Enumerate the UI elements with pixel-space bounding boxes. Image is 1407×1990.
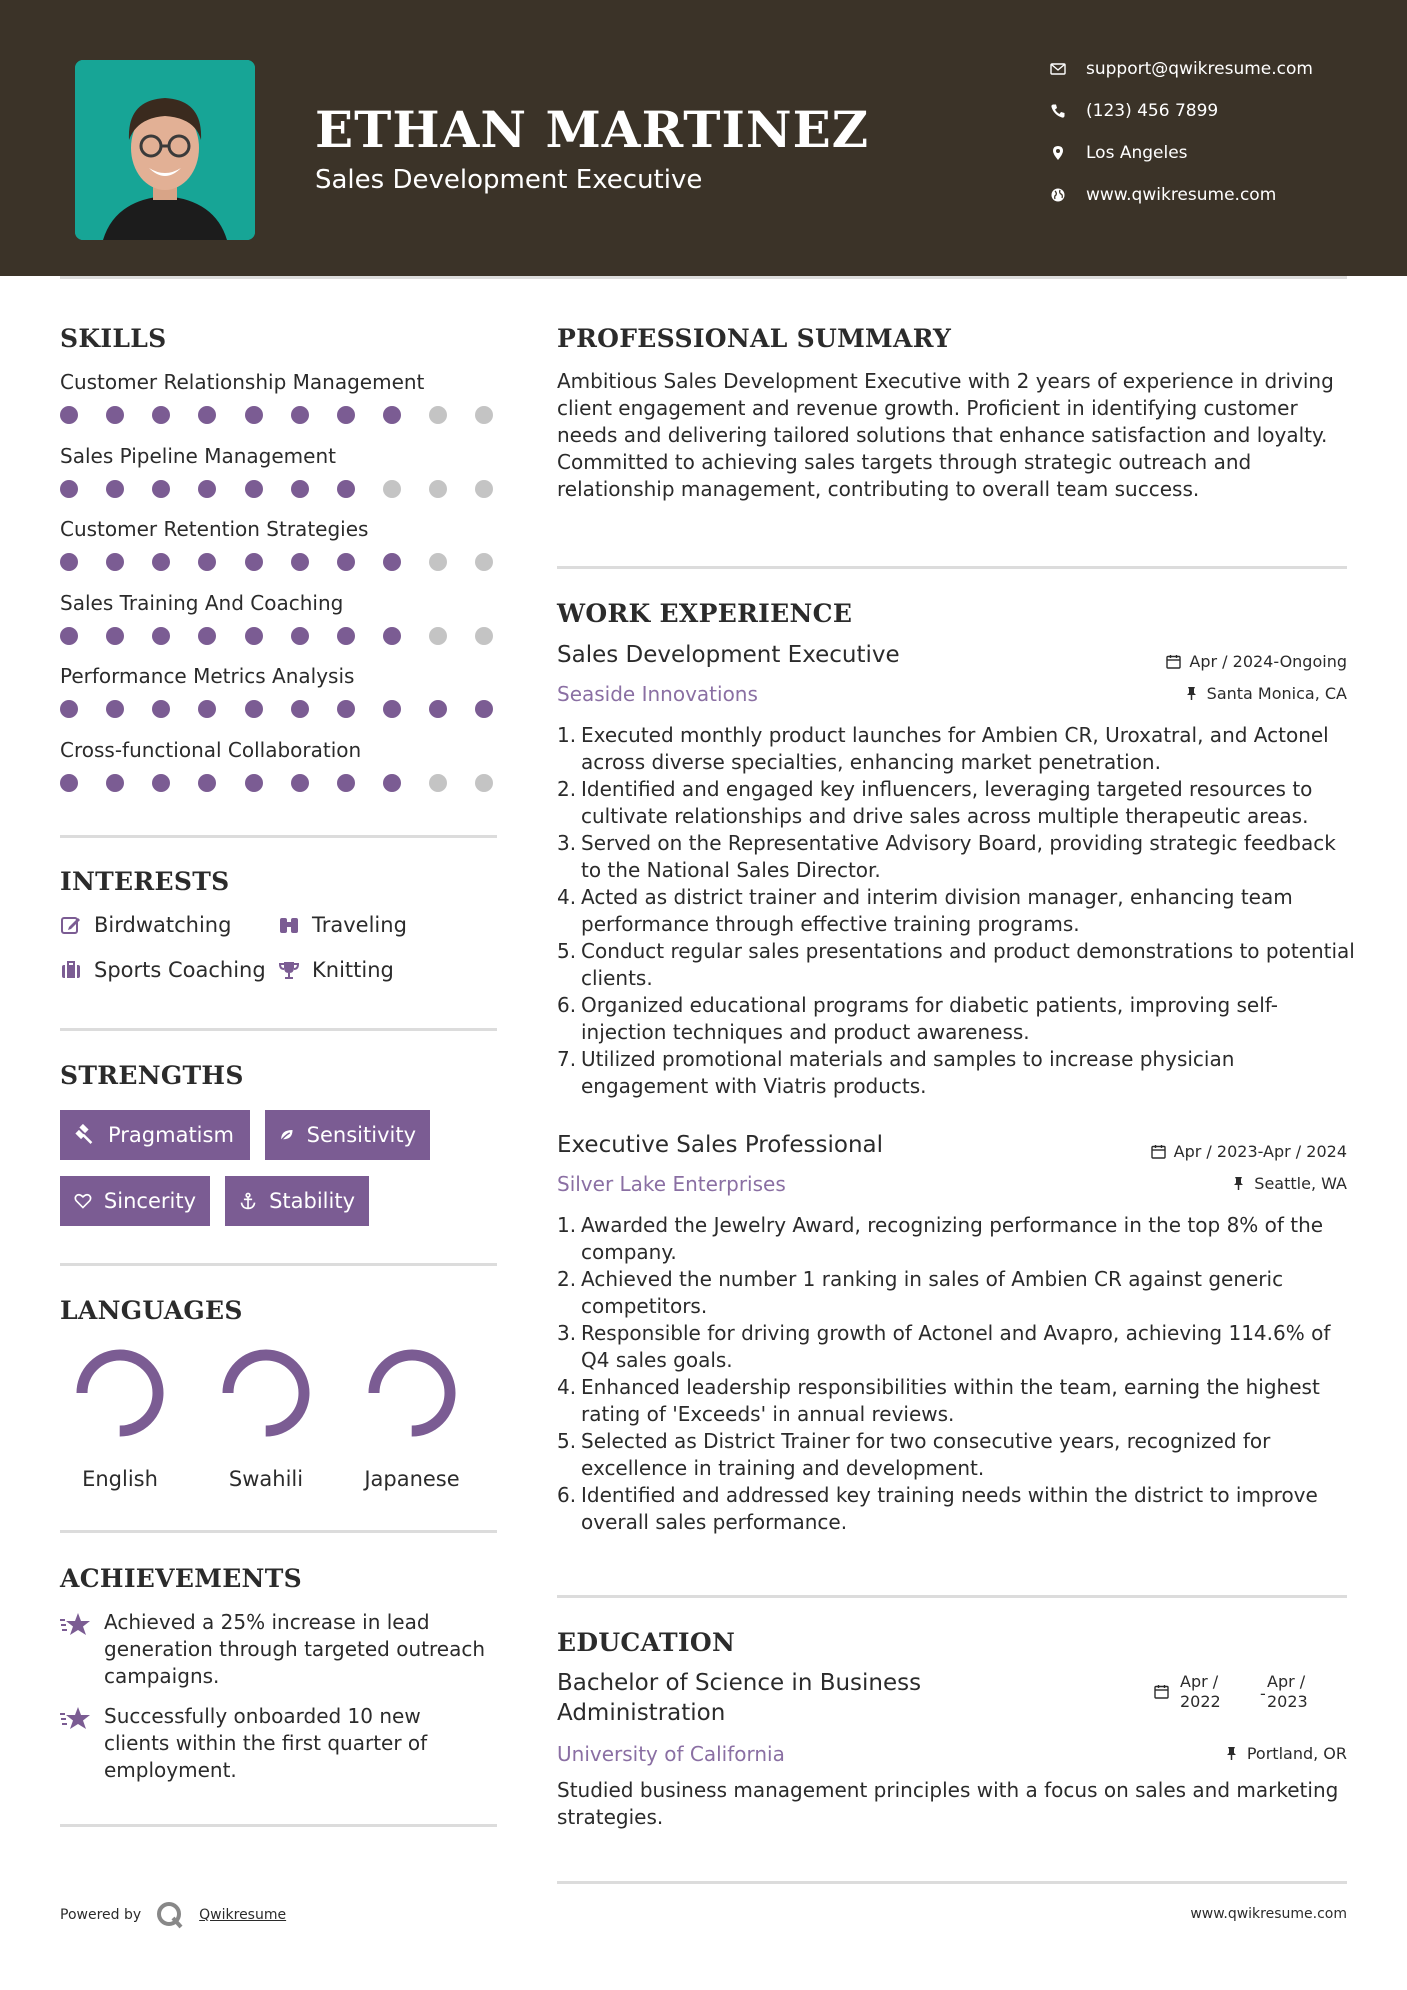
rating-dot-filled [337, 627, 355, 645]
language-name: English [82, 1467, 158, 1491]
rating-dot-filled [383, 700, 401, 718]
bullet-text: Acted as district trainer and interim division manager, enhancing team performance through effective training programs. [581, 885, 1293, 936]
candidate-name: ETHAN MARTINEZ [315, 100, 870, 159]
bullet-number: 7 . [557, 1046, 575, 1100]
job-dates: Apr / 2023-Apr / 2024 [1151, 1142, 1347, 1161]
bullet-number: 3 . [557, 1320, 575, 1374]
job-bullet [557, 1482, 1357, 1536]
skill-name: Customer Retention Strategies [60, 517, 369, 541]
language-item [201, 1343, 331, 1491]
bullet-number: 5 . [557, 938, 575, 992]
rating-dot-empty [429, 406, 447, 424]
rating-dot-filled [106, 480, 124, 498]
language-item [55, 1343, 185, 1491]
experience-heading: WORK EXPERIENCE [557, 599, 853, 628]
envelope-icon [1050, 61, 1086, 77]
bullet-number: 2 . [557, 1266, 575, 1320]
rating-dot-filled [337, 774, 355, 792]
calendar-icon [1166, 654, 1181, 669]
rating-dot-filled [152, 406, 170, 424]
profile-photo [75, 60, 255, 240]
strength-chip: Sensitivity [265, 1110, 430, 1160]
skill-rating [60, 774, 500, 794]
bullet-number: 1 . [557, 722, 575, 776]
star-icon [60, 1705, 92, 1733]
rating-dot-filled [152, 774, 170, 792]
gavel-icon [74, 1124, 96, 1146]
contact-phone[interactable]: (123) 456 7899 [1050, 96, 1370, 126]
rating-dot-filled [106, 553, 124, 571]
trophy-icon [278, 959, 300, 981]
pushpin-icon [1231, 1176, 1246, 1191]
rating-dot-filled [106, 774, 124, 792]
rating-dot-empty [475, 480, 493, 498]
heart-icon [74, 1190, 92, 1212]
bullet-number: 4 . [557, 884, 575, 938]
bullet-text: Awarded the Jewelry Award, recognizing performance in the top 8% of the company. [581, 1213, 1324, 1264]
bullet-text: Selected as District Trainer for two consecutive years, recognized for excellence in training and development. [581, 1429, 1271, 1480]
rating-dot-filled [60, 553, 78, 571]
rating-dot-filled [198, 553, 216, 571]
language-level-arc [228, 1355, 304, 1431]
interest-item: Traveling [278, 910, 407, 940]
skill-name: Sales Pipeline Management [60, 443, 336, 468]
skill-rating [60, 480, 500, 500]
rating-dot-filled [245, 700, 263, 718]
rating-dot-filled [60, 700, 78, 718]
rating-dot-filled [383, 553, 401, 571]
skill-rating [60, 627, 500, 647]
language-name: Japanese [364, 1467, 460, 1491]
bullet-text: Responsible for driving growth of Actonel and Avapro, achieving 114.6% of Q4 sales goals. [581, 1321, 1331, 1372]
strengths-heading: STRENGTHS [60, 1061, 244, 1090]
bullet-text: Enhanced leadership responsibilities within the team, earning the highest rating of 'Exceeds' in annual reviews. [581, 1375, 1320, 1426]
bullet-number: 5 . [557, 1428, 575, 1482]
summary-divider [557, 566, 1347, 569]
job-bullet [557, 938, 1357, 992]
rating-dot-filled [245, 406, 263, 424]
rating-dot-filled [337, 553, 355, 571]
bullet-text: Executed monthly product launches for Ambien CR, Uroxatral, and Actonel across diverse specialties, enhancing market penetration. [581, 723, 1329, 774]
job-bullet [557, 776, 1357, 830]
rating-dot-filled [291, 774, 309, 792]
rating-dot-filled [198, 627, 216, 645]
pushpin-icon [1184, 686, 1199, 701]
skills-heading: SKILLS [60, 324, 167, 353]
bullet-number: 1 . [557, 1212, 575, 1266]
resume-header [0, 0, 1407, 276]
skill-rating [60, 700, 500, 720]
job-bullet [557, 992, 1357, 1046]
star-icon [60, 1611, 92, 1639]
rating-dot-filled [106, 406, 124, 424]
degree-line-1: Bachelor of Science in Business [557, 1670, 922, 1696]
rating-dot-filled [152, 553, 170, 571]
language-level-ring [216, 1343, 316, 1443]
job-bullet [557, 1320, 1357, 1374]
footer-url[interactable]: www.qwikresume.com [1190, 1906, 1347, 1922]
contact-email[interactable]: support@qwikresume.com [1050, 54, 1370, 84]
rating-dot-filled [429, 700, 447, 718]
bullet-number: 6 . [557, 992, 575, 1046]
rating-dot-filled [245, 480, 263, 498]
rating-dot-filled [475, 700, 493, 718]
skill-name: Cross-functional Collaboration [60, 737, 362, 762]
job-title: Executive Sales Professional [557, 1132, 884, 1158]
rating-dot-empty [429, 480, 447, 498]
company-name: Silver Lake Enterprises [557, 1172, 786, 1196]
bullet-text: Organized educational programs for diabetic patients, improving self-injection techniques and product awareness. [581, 993, 1278, 1044]
bullet-text: Identified and engaged key influencers, leveraging targeted resources to cultivate relationships and drive sales across multiple therapeutic areas. [581, 777, 1313, 828]
strength-chip: Sincerity [60, 1176, 210, 1226]
interest-item: Birdwatching [60, 910, 231, 940]
strength-chip: Stability [225, 1176, 369, 1226]
rating-dot-filled [383, 406, 401, 424]
job-bullets [557, 1212, 1357, 1536]
bullet-text: Achieved the number 1 ranking in sales of Ambien CR against generic competitors. [581, 1267, 1284, 1318]
rating-dot-filled [337, 700, 355, 718]
rating-dot-filled [291, 553, 309, 571]
rating-dot-filled [152, 627, 170, 645]
skill-rating [60, 553, 500, 573]
rating-dot-filled [383, 627, 401, 645]
job-bullet [557, 1212, 1357, 1266]
rating-dot-empty [429, 553, 447, 571]
contact-website[interactable]: www.qwikresume.com [1050, 180, 1370, 210]
language-level-ring [70, 1343, 170, 1443]
bullet-number: 6 . [557, 1482, 575, 1536]
binoculars-icon [278, 914, 300, 936]
rating-dot-filled [383, 774, 401, 792]
rating-dot-filled [245, 774, 263, 792]
language-name: Swahili [228, 1467, 304, 1491]
achievement-item: Successfully onboarded 10 new clients within the first quarter of employment. [60, 1703, 490, 1784]
rating-dot-filled [291, 700, 309, 718]
interest-item: Sports Coaching [60, 955, 266, 985]
bullet-number: 2 . [557, 776, 575, 830]
rating-dot-filled [60, 406, 78, 424]
skill-name: Customer Relationship Management [60, 370, 425, 394]
job-bullet [557, 1428, 1357, 1482]
briefcase-icon [60, 959, 82, 981]
rating-dot-filled [337, 480, 355, 498]
rating-dot-empty [475, 774, 493, 792]
education-description: Studied business management principles with a focus on sales and marketing strategies. [557, 1778, 1339, 1829]
rating-dot-filled [291, 480, 309, 498]
rating-dot-empty [475, 553, 493, 571]
rating-dot-empty [429, 627, 447, 645]
school-name: University of California [557, 1742, 785, 1766]
qwikresume-logo-icon [155, 1900, 185, 1930]
bullet-number: 3 . [557, 830, 575, 884]
bullet-text: Utilized promotional materials and samples to increase physician engagement with Viatris products. [581, 1047, 1235, 1098]
bullet-text: Identified and addressed key training needs within the district to improve overall sales performance. [581, 1483, 1318, 1534]
degree-line-2: Administration [557, 1700, 726, 1726]
job-location: Santa Monica, CA [1184, 684, 1347, 703]
job-location: Seattle, WA [1231, 1174, 1347, 1193]
job-bullet [557, 722, 1357, 776]
education-divider [557, 1881, 1347, 1884]
rating-dot-filled [198, 774, 216, 792]
rating-dot-filled [198, 406, 216, 424]
anchor-icon [239, 1190, 257, 1212]
achievements-heading: ACHIEVEMENTS [60, 1564, 302, 1593]
achievement-item: Achieved a 25% increase in lead generation through targeted outreach campaigns. [60, 1609, 490, 1690]
language-level-arc [374, 1355, 450, 1431]
bullet-text: Conduct regular sales presentations and product demonstrations to potential clients. [581, 939, 1355, 990]
summary-text: Ambitious Sales Development Executive with 2 years of experience in driving client engagement and revenue growth. Proficient in identifying customer needs and delivering tailored solutions that enhance satisfaction and loyalty. Committed to achieving sales targets through strategic outreach and relationship management, contributing to overall team success. [557, 369, 1334, 501]
company-name: Seaside Innovations [557, 682, 758, 706]
languages-heading: LANGUAGES [60, 1296, 243, 1325]
leaf-icon [279, 1124, 295, 1146]
rating-dot-filled [291, 627, 309, 645]
job-bullet [557, 884, 1357, 938]
rating-dot-empty [383, 480, 401, 498]
candidate-title: Sales Development Executive [315, 165, 703, 195]
rating-dot-filled [245, 627, 263, 645]
contact-location: Los Angeles [1050, 138, 1370, 168]
strengths-divider [60, 1263, 497, 1266]
job-title: Sales Development Executive [557, 642, 900, 668]
education-dates: Apr / 2022 - Apr / 2023 [1154, 1672, 1354, 1722]
education-heading: EDUCATION [557, 1628, 736, 1657]
footer-powered-by: Powered by Qwikresume [60, 1900, 286, 1930]
rating-dot-empty [475, 627, 493, 645]
job-bullet [557, 1046, 1357, 1100]
pencil-square-icon [60, 914, 82, 936]
rating-dot-filled [337, 406, 355, 424]
rating-dot-filled [106, 627, 124, 645]
location-pin-icon [1050, 145, 1086, 161]
rating-dot-filled [60, 774, 78, 792]
interest-item: Knitting [278, 955, 394, 985]
job-bullet [557, 1266, 1357, 1320]
language-level-ring [362, 1343, 462, 1443]
rating-dot-filled [198, 700, 216, 718]
skill-name: Performance Metrics Analysis [60, 664, 355, 688]
calendar-icon [1154, 1684, 1169, 1699]
rating-dot-empty [475, 406, 493, 424]
job-bullet [557, 1374, 1357, 1428]
language-item [347, 1343, 477, 1491]
rating-dot-filled [198, 480, 216, 498]
rating-dot-filled [152, 700, 170, 718]
rating-dot-filled [152, 480, 170, 498]
rating-dot-filled [60, 627, 78, 645]
rating-dot-filled [60, 480, 78, 498]
job-bullet [557, 830, 1357, 884]
rating-dot-filled [291, 406, 309, 424]
skill-rating [60, 406, 500, 426]
strength-chip: Pragmatism [60, 1110, 250, 1160]
calendar-icon [1151, 1144, 1166, 1159]
rating-dot-filled [245, 553, 263, 571]
globe-icon [1050, 187, 1086, 203]
achievements-divider [60, 1824, 497, 1827]
bullet-number: 4 . [557, 1374, 575, 1428]
phone-icon [1050, 103, 1086, 119]
language-level-arc [82, 1355, 158, 1431]
skill-name: Sales Training And Coaching [60, 590, 344, 615]
experience-divider [557, 1595, 1347, 1598]
job-bullets [557, 722, 1357, 1100]
rating-dot-filled [106, 700, 124, 718]
interests-divider [60, 1028, 497, 1031]
qwikresume-link[interactable]: Qwikresume [199, 1907, 287, 1923]
interests-heading: INTERESTS [60, 867, 230, 896]
education-location: Portland, OR [1224, 1744, 1347, 1763]
job-dates: Apr / 2024-Ongoing [1166, 652, 1347, 671]
skills-divider [60, 835, 497, 838]
bullet-text: Served on the Representative Advisory Board, providing strategic feedback to the National Sales Director. [581, 831, 1336, 882]
rating-dot-empty [429, 774, 447, 792]
summary-heading: PROFESSIONAL SUMMARY [557, 324, 952, 353]
header-divider [60, 276, 1347, 279]
pushpin-icon [1224, 1746, 1239, 1761]
languages-divider [60, 1530, 497, 1533]
